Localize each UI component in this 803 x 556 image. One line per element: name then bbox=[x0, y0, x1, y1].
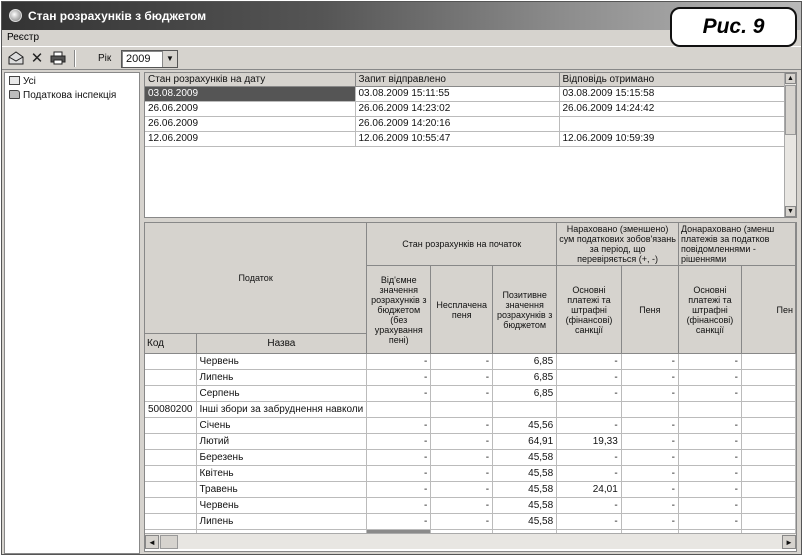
table-cell: - bbox=[678, 466, 741, 482]
tax-column-header[interactable]: Податок bbox=[145, 223, 367, 334]
sidebar-item-all[interactable] bbox=[9, 76, 36, 90]
table-cell: - bbox=[678, 434, 741, 450]
table-cell bbox=[145, 514, 196, 530]
table-cell: Липень bbox=[196, 514, 367, 530]
balances-horizontal-scrollbar[interactable] bbox=[145, 533, 796, 549]
table-cell: - bbox=[621, 482, 678, 498]
table-cell: - bbox=[367, 354, 431, 370]
table-cell: 26.06.2009 14:23:02 bbox=[355, 101, 559, 116]
table-cell bbox=[621, 402, 678, 418]
table-cell bbox=[145, 466, 196, 482]
table-cell: 6,85 bbox=[493, 354, 557, 370]
table-cell: - bbox=[678, 498, 741, 514]
table-row[interactable] bbox=[145, 116, 785, 131]
table-row[interactable] bbox=[145, 450, 796, 466]
column-header-name[interactable]: Назва bbox=[196, 334, 367, 354]
menu-item-registry[interactable]: Реєстр bbox=[7, 32, 40, 43]
table-cell: 26.06.2009 14:24:42 bbox=[559, 101, 785, 116]
table-cell bbox=[741, 354, 795, 370]
table-cell: 45,58 bbox=[493, 450, 557, 466]
table-cell: - bbox=[621, 386, 678, 402]
empty-cell bbox=[355, 161, 559, 176]
empty-cell bbox=[355, 176, 559, 191]
table-cell: - bbox=[367, 434, 431, 450]
table-cell: - bbox=[557, 466, 622, 482]
requests-grid bbox=[144, 72, 797, 218]
table-cell: - bbox=[431, 370, 493, 386]
empty-cell bbox=[145, 176, 355, 191]
table-cell: - bbox=[557, 370, 622, 386]
folder-icon bbox=[9, 90, 20, 99]
table-cell: 45,58 bbox=[493, 482, 557, 498]
table-cell bbox=[741, 450, 795, 466]
table-cell: - bbox=[621, 418, 678, 434]
table-cell: - bbox=[431, 386, 493, 402]
table-cell: 26.06.2009 bbox=[145, 101, 355, 116]
print-icon[interactable] bbox=[50, 51, 66, 66]
empty-row bbox=[145, 191, 785, 206]
column-header[interactable]: Стан розрахунків на дату bbox=[145, 73, 355, 86]
table-cell bbox=[431, 402, 493, 418]
column-header-additional-main[interactable]: Основні платежі та штрафні (фінансові) санкції bbox=[678, 266, 741, 354]
balances-table bbox=[145, 223, 796, 546]
sidebar-item-label: Податкова інспекція bbox=[23, 90, 117, 101]
table-cell: 45,58 bbox=[493, 498, 557, 514]
toolbar bbox=[2, 46, 801, 70]
table-cell: - bbox=[557, 386, 622, 402]
table-cell: 26.06.2009 bbox=[145, 116, 355, 131]
table-cell bbox=[145, 450, 196, 466]
table-cell: - bbox=[367, 482, 431, 498]
group-header-start: Стан розрахунків на початок bbox=[367, 223, 557, 266]
balances-grid bbox=[144, 222, 797, 552]
table-cell: - bbox=[431, 498, 493, 514]
table-cell: - bbox=[621, 466, 678, 482]
column-header-code[interactable]: Код bbox=[145, 334, 196, 354]
table-cell: 12.06.2009 10:55:47 bbox=[355, 131, 559, 146]
table-cell: 12.06.2009 bbox=[145, 131, 355, 146]
empty-row bbox=[145, 206, 785, 218]
table-cell: Березень bbox=[196, 450, 367, 466]
window-title: Стан розрахунків з бюджетом bbox=[28, 9, 207, 23]
table-cell: 45,58 bbox=[493, 466, 557, 482]
document-icon bbox=[9, 76, 20, 85]
sidebar-item-label: Усі bbox=[23, 76, 36, 87]
table-cell: - bbox=[557, 514, 622, 530]
scroll-thumb[interactable] bbox=[160, 535, 178, 549]
table-cell bbox=[145, 498, 196, 514]
table-cell: Лютий bbox=[196, 434, 367, 450]
table-row[interactable] bbox=[145, 402, 796, 418]
empty-row bbox=[145, 146, 785, 161]
scroll-right-icon[interactable]: ► bbox=[782, 535, 796, 549]
table-cell: - bbox=[678, 386, 741, 402]
table-cell bbox=[145, 354, 196, 370]
group-header-accrued: Нараховано (зменшено) сум податкових зобов'язань за період, що перевіряється (+, -) bbox=[557, 223, 679, 266]
table-cell: 6,85 bbox=[493, 386, 557, 402]
empty-cell bbox=[145, 206, 355, 218]
scroll-thumb[interactable] bbox=[785, 85, 796, 135]
table-cell: - bbox=[557, 354, 622, 370]
empty-row bbox=[145, 161, 785, 176]
group-header-additional: Донараховано (зменш платежів за податков повідомленнями - рішеннями bbox=[678, 223, 795, 266]
table-cell: Липень bbox=[196, 370, 367, 386]
empty-cell bbox=[559, 176, 785, 191]
table-cell: - bbox=[621, 370, 678, 386]
column-header-positive[interactable]: Позитивне значення розрахунків з бюджетом bbox=[493, 266, 557, 354]
table-row[interactable] bbox=[145, 418, 796, 434]
table-cell bbox=[367, 402, 431, 418]
table-cell: - bbox=[621, 354, 678, 370]
figure-label: Рис. 9 bbox=[670, 7, 797, 47]
column-header-negative[interactable]: Від'ємне значення розрахунків з бюджетом (без урахування пені) bbox=[367, 266, 431, 354]
empty-cell bbox=[355, 206, 559, 218]
table-row[interactable] bbox=[145, 466, 796, 482]
table-cell bbox=[741, 402, 795, 418]
empty-cell bbox=[559, 146, 785, 161]
table-cell: 03.08.2009 bbox=[145, 86, 355, 101]
table-cell: 24,01 bbox=[557, 482, 622, 498]
chevron-down-icon[interactable]: ▼ bbox=[162, 51, 177, 67]
table-cell: 19,33 bbox=[557, 434, 622, 450]
table-cell: - bbox=[557, 498, 622, 514]
table-cell bbox=[741, 482, 795, 498]
table-cell bbox=[741, 498, 795, 514]
year-select[interactable] bbox=[121, 50, 178, 68]
table-cell: 45,58 bbox=[493, 514, 557, 530]
table-cell bbox=[741, 466, 795, 482]
year-select-value: 2009 bbox=[126, 53, 151, 65]
requests-header-row bbox=[145, 73, 785, 86]
table-cell: 6,85 bbox=[493, 370, 557, 386]
year-label: Рік bbox=[98, 53, 112, 64]
table-cell bbox=[741, 434, 795, 450]
empty-cell bbox=[145, 146, 355, 161]
table-row[interactable] bbox=[145, 131, 785, 146]
table-cell bbox=[493, 402, 557, 418]
empty-cell bbox=[355, 191, 559, 206]
table-cell: Квітень bbox=[196, 466, 367, 482]
table-row[interactable] bbox=[145, 86, 785, 101]
app-window bbox=[1, 1, 802, 555]
table-cell bbox=[741, 418, 795, 434]
requests-table bbox=[145, 73, 786, 218]
table-cell: - bbox=[431, 450, 493, 466]
sidebar-tree bbox=[4, 72, 140, 554]
table-cell: - bbox=[557, 450, 622, 466]
empty-cell bbox=[145, 161, 355, 176]
table-cell: - bbox=[367, 450, 431, 466]
table-cell: 45,56 bbox=[493, 418, 557, 434]
scroll-up-icon[interactable]: ▲ bbox=[785, 73, 796, 84]
table-cell: - bbox=[621, 498, 678, 514]
table-cell: - bbox=[367, 514, 431, 530]
table-cell bbox=[145, 482, 196, 498]
table-cell: - bbox=[431, 418, 493, 434]
table-cell: - bbox=[367, 498, 431, 514]
app-icon bbox=[9, 9, 22, 22]
table-cell bbox=[559, 116, 785, 131]
table-cell: - bbox=[678, 482, 741, 498]
table-cell: - bbox=[367, 386, 431, 402]
table-cell: 03.08.2009 15:11:55 bbox=[355, 86, 559, 101]
table-cell: 64,91 bbox=[493, 434, 557, 450]
table-cell: - bbox=[621, 434, 678, 450]
table-cell: - bbox=[431, 466, 493, 482]
column-header-unpaid-penalty[interactable]: Несплачена пеня bbox=[431, 266, 493, 354]
table-cell: - bbox=[557, 418, 622, 434]
table-cell: - bbox=[431, 354, 493, 370]
table-cell: - bbox=[678, 514, 741, 530]
table-cell: - bbox=[621, 514, 678, 530]
empty-cell bbox=[355, 146, 559, 161]
empty-cell bbox=[559, 191, 785, 206]
table-cell: 26.06.2009 14:20:16 bbox=[355, 116, 559, 131]
table-cell: - bbox=[431, 434, 493, 450]
table-cell bbox=[557, 402, 622, 418]
table-cell bbox=[741, 370, 795, 386]
table-cell: 50080200 bbox=[145, 402, 196, 418]
table-cell bbox=[741, 386, 795, 402]
table-cell: 12.06.2009 10:59:39 bbox=[559, 131, 785, 146]
empty-cell bbox=[559, 161, 785, 176]
table-cell: - bbox=[367, 466, 431, 482]
table-cell: - bbox=[431, 514, 493, 530]
table-cell: Червень bbox=[196, 354, 367, 370]
empty-row bbox=[145, 176, 785, 191]
open-envelope-icon[interactable] bbox=[8, 51, 24, 66]
sidebar-item-tax-inspection[interactable] bbox=[9, 90, 116, 104]
table-cell: 03.08.2009 15:15:58 bbox=[559, 86, 785, 101]
table-row[interactable] bbox=[145, 434, 796, 450]
column-header-additional-penalty[interactable]: Пен bbox=[741, 266, 795, 354]
table-cell bbox=[145, 370, 196, 386]
table-row[interactable] bbox=[145, 354, 796, 370]
table-cell: - bbox=[431, 482, 493, 498]
column-header[interactable]: Відповідь отримано bbox=[559, 73, 785, 86]
column-header-accrued-main[interactable]: Основні платежі та штрафні (фінансові) санкції bbox=[557, 266, 622, 354]
table-cell: - bbox=[367, 418, 431, 434]
table-cell bbox=[145, 418, 196, 434]
column-header-accrued-penalty[interactable]: Пеня bbox=[621, 266, 678, 354]
table-cell: - bbox=[678, 450, 741, 466]
table-cell: - bbox=[367, 370, 431, 386]
table-cell bbox=[145, 434, 196, 450]
table-row[interactable] bbox=[145, 101, 785, 116]
table-cell: Інші збори за забруднення навколи bbox=[196, 402, 367, 418]
table-row[interactable] bbox=[145, 386, 796, 402]
table-row[interactable] bbox=[145, 482, 796, 498]
table-row[interactable] bbox=[145, 514, 796, 530]
empty-cell bbox=[145, 191, 355, 206]
table-cell: - bbox=[678, 354, 741, 370]
scroll-left-icon[interactable]: ◄ bbox=[145, 535, 159, 549]
table-cell: - bbox=[621, 450, 678, 466]
table-cell: Серпень bbox=[196, 386, 367, 402]
table-cell bbox=[678, 402, 741, 418]
table-cell bbox=[741, 514, 795, 530]
table-cell: - bbox=[678, 418, 741, 434]
table-cell: Травень bbox=[196, 482, 367, 498]
delete-icon[interactable]: ✕ bbox=[30, 50, 44, 67]
table-cell: - bbox=[678, 370, 741, 386]
scroll-down-icon[interactable]: ▼ bbox=[785, 206, 796, 217]
table-row[interactable] bbox=[145, 498, 796, 514]
table-row[interactable] bbox=[145, 370, 796, 386]
column-header[interactable]: Запит відправлено bbox=[355, 73, 559, 86]
table-cell: Січень bbox=[196, 418, 367, 434]
table-cell bbox=[145, 386, 196, 402]
empty-cell bbox=[559, 206, 785, 218]
toolbar-separator bbox=[74, 50, 76, 67]
requests-vertical-scrollbar[interactable] bbox=[784, 73, 796, 217]
table-cell: Червень bbox=[196, 498, 367, 514]
